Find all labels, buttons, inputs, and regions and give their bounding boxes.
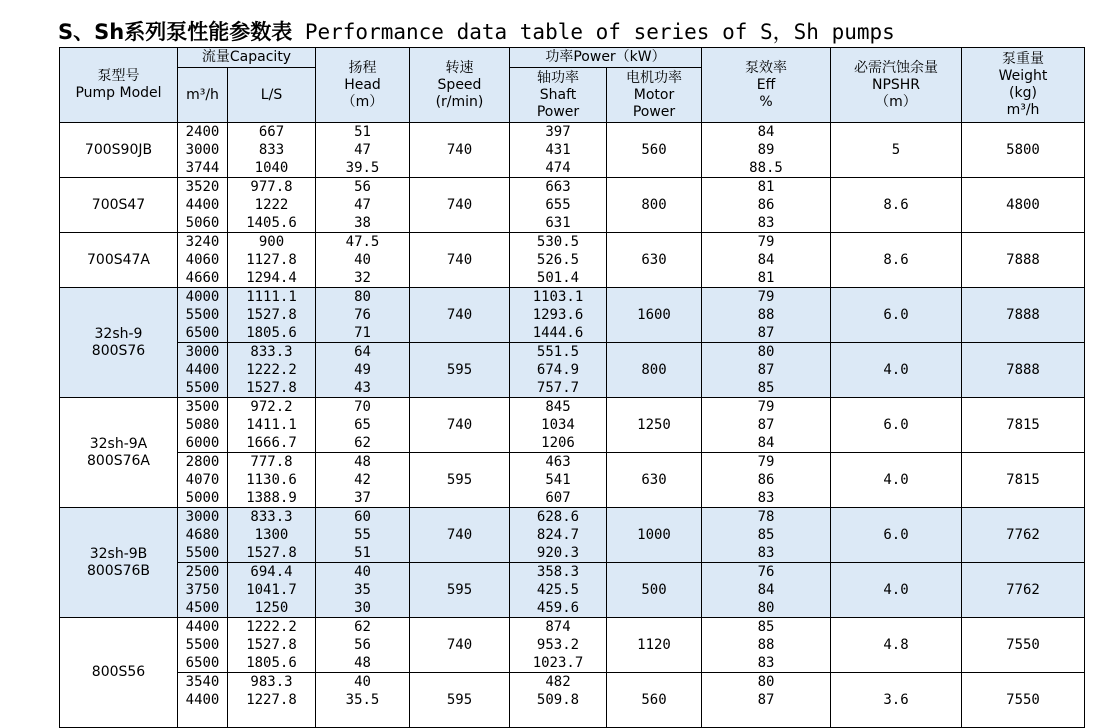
speed-cell: 595 [410, 563, 510, 618]
npshr-cell: 4.0 [831, 343, 962, 398]
flow-m3h-cell: 5500 [178, 379, 228, 398]
shaft-power-cell: 1034 [510, 416, 607, 434]
shaft-power-cell: 526.5 [510, 251, 607, 269]
shaft-power-cell: 541 [510, 471, 607, 489]
head-cell: 40 [316, 673, 410, 692]
speed-cell: 595 [410, 343, 510, 398]
flow-m3h-cell: 4060 [178, 251, 228, 269]
pump-model-cell [60, 618, 178, 728]
head-cell: 35.5 [316, 691, 410, 709]
efficiency-cell: 88 [702, 306, 831, 324]
weight-cell: 7762 [962, 563, 1085, 618]
efficiency-cell: 85 [702, 379, 831, 398]
head-cell: 62 [316, 618, 410, 637]
table-row [60, 288, 1085, 307]
head-cell: 55 [316, 526, 410, 544]
motor-power-cell: 1000 [607, 508, 702, 563]
pump-model-label: 32sh-9B [89, 545, 148, 562]
npshr-cell: 6.0 [831, 288, 962, 343]
head-cell: 71 [316, 324, 410, 343]
flow-m3h-cell: 4680 [178, 526, 228, 544]
flow-ls-cell: 1300 [228, 526, 316, 544]
efficiency-cell: 78 [702, 508, 831, 527]
shaft-power-cell: 757.7 [510, 379, 607, 398]
motor-power-cell: 500 [607, 563, 702, 618]
flow-m3h-cell: 4000 [178, 288, 228, 307]
pump-model-label: 800S76A [87, 452, 150, 469]
speed-cell: 595 [410, 453, 510, 508]
head-cell: 51 [316, 544, 410, 563]
pump-model-cell [60, 398, 178, 508]
header-ls: L/S [228, 68, 316, 123]
flow-m3h-cell: 3000 [178, 141, 228, 159]
motor-power-cell: 630 [607, 453, 702, 508]
header-model: 泵型号 Pump Model [60, 48, 178, 123]
flow-ls-cell: 1805.6 [228, 654, 316, 673]
pump-model-cell [60, 508, 178, 618]
efficiency-cell: 84 [702, 581, 831, 599]
shaft-power-cell: 874 [510, 618, 607, 637]
flow-m3h-cell: 5000 [178, 489, 228, 508]
flow-ls-cell: 1294.4 [228, 269, 316, 288]
flow-ls-cell: 1527.8 [228, 544, 316, 563]
shaft-power-cell: 509.8 [510, 691, 607, 709]
head-cell: 76 [316, 306, 410, 324]
shaft-power-cell: 431 [510, 141, 607, 159]
weight-cell: 7888 [962, 288, 1085, 343]
head-cell: 35 [316, 581, 410, 599]
flow-m3h-cell: 3744 [178, 159, 228, 178]
motor-power-cell: 1120 [607, 618, 702, 673]
flow-ls-cell: 1227.8 [228, 691, 316, 709]
flow-m3h-cell: 4070 [178, 471, 228, 489]
head-cell: 47 [316, 141, 410, 159]
title-cn: S、Sh系列泵性能参数表 [58, 20, 293, 44]
performance-table [59, 47, 1085, 728]
flow-ls-cell: 1127.8 [228, 251, 316, 269]
motor-power-cell: 1600 [607, 288, 702, 343]
flow-m3h-cell: 5500 [178, 544, 228, 563]
speed-cell: 740 [410, 178, 510, 233]
efficiency-cell: 87 [702, 691, 831, 709]
flow-ls-cell: 1111.1 [228, 288, 316, 307]
flow-ls-cell: 1527.8 [228, 636, 316, 654]
flow-m3h-cell: 6000 [178, 434, 228, 453]
head-cell: 30 [316, 599, 410, 618]
head-cell: 56 [316, 636, 410, 654]
shaft-power-cell: 1444.6 [510, 324, 607, 343]
npshr-cell: 8.6 [831, 233, 962, 288]
flow-ls-cell: 777.8 [228, 453, 316, 472]
motor-power-cell: 560 [607, 673, 702, 728]
efficiency-cell: 83 [702, 214, 831, 233]
head-cell: 70 [316, 398, 410, 417]
head-cell: 80 [316, 288, 410, 307]
npshr-cell: 4.8 [831, 618, 962, 673]
shaft-power-cell: 358.3 [510, 563, 607, 582]
efficiency-cell: 86 [702, 471, 831, 489]
motor-power-cell: 630 [607, 233, 702, 288]
flow-ls-cell: 1250 [228, 599, 316, 618]
npshr-cell: 5 [831, 123, 962, 178]
efficiency-cell: 79 [702, 233, 831, 252]
efficiency-cell: 88.5 [702, 159, 831, 178]
shaft-power-cell: 530.5 [510, 233, 607, 252]
shaft-power-cell: 953.2 [510, 636, 607, 654]
flow-ls-cell: 1405.6 [228, 214, 316, 233]
flow-m3h-cell: 3750 [178, 581, 228, 599]
header-shaft-power: 轴功率 Shaft Power [510, 68, 607, 123]
pump-model-cell [60, 233, 178, 288]
efficiency-cell: 83 [702, 544, 831, 563]
flow-m3h-cell: 3520 [178, 178, 228, 197]
weight-cell: 7762 [962, 508, 1085, 563]
efficiency-cell: 80 [702, 599, 831, 618]
flow-ls-cell: 1130.6 [228, 471, 316, 489]
pump-model-label: 700S47 [91, 196, 146, 213]
efficiency-cell: 86 [702, 196, 831, 214]
flow-ls-cell: 1805.6 [228, 324, 316, 343]
efficiency-cell: 80 [702, 673, 831, 692]
weight-cell: 7550 [962, 673, 1085, 728]
motor-power-cell: 1250 [607, 398, 702, 453]
flow-m3h-cell: 3000 [178, 508, 228, 527]
speed-cell: 740 [410, 233, 510, 288]
npshr-cell: 4.0 [831, 563, 962, 618]
shaft-power-cell: 845 [510, 398, 607, 417]
efficiency-cell: 83 [702, 489, 831, 508]
speed-cell: 595 [410, 673, 510, 728]
flow-ls-cell: 1222.2 [228, 618, 316, 637]
flow-ls-cell: 833.3 [228, 508, 316, 527]
efficiency-cell: 81 [702, 269, 831, 288]
efficiency-cell: 88 [702, 636, 831, 654]
header-weight: 泵重量 Weight (kg) m³/h [962, 48, 1085, 123]
flow-ls-cell: 1527.8 [228, 306, 316, 324]
flow-m3h-cell: 4660 [178, 269, 228, 288]
table-row [60, 178, 1085, 197]
flow-ls-cell: 1041.7 [228, 581, 316, 599]
speed-cell: 740 [410, 123, 510, 178]
table-row [60, 563, 1085, 582]
flow-m3h-cell: 4400 [178, 196, 228, 214]
weight-cell: 7815 [962, 398, 1085, 453]
shaft-power-cell: 824.7 [510, 526, 607, 544]
flow-ls-cell: 833 [228, 141, 316, 159]
table-row [60, 453, 1085, 472]
efficiency-cell: 76 [702, 563, 831, 582]
motor-power-cell: 800 [607, 178, 702, 233]
pump-model-label: 32sh-9 [94, 325, 143, 342]
efficiency-cell: 87 [702, 324, 831, 343]
speed-cell: 740 [410, 398, 510, 453]
npshr-cell: 6.0 [831, 398, 962, 453]
pump-model-cell [60, 288, 178, 398]
flow-m3h-cell: 2400 [178, 123, 228, 142]
head-cell: 32 [316, 269, 410, 288]
head-cell: 47 [316, 196, 410, 214]
header-power: 功率Power（kW） [510, 48, 702, 68]
head-cell: 48 [316, 654, 410, 673]
shaft-power-cell: 425.5 [510, 581, 607, 599]
pump-model-label: 800S76 [91, 342, 146, 359]
shaft-power-cell: 1206 [510, 434, 607, 453]
flow-m3h-cell: 6500 [178, 324, 228, 343]
npshr-cell: 3.6 [831, 673, 962, 728]
header-npshr: 必需汽蚀余量 NPSHR （m） [831, 48, 962, 123]
header-motor-power: 电机功率 Motor Power [607, 68, 702, 123]
head-cell: 62 [316, 434, 410, 453]
efficiency-cell: 84 [702, 123, 831, 142]
page-title [58, 16, 895, 46]
npshr-cell: 4.0 [831, 453, 962, 508]
pump-model-label: 700S47A [87, 251, 150, 268]
head-cell: 64 [316, 343, 410, 362]
shaft-power-cell: 482 [510, 673, 607, 692]
shaft-power-cell: 397 [510, 123, 607, 142]
pump-model-cell [60, 178, 178, 233]
head-cell [316, 709, 410, 728]
motor-power-cell: 560 [607, 123, 702, 178]
weight-cell: 7815 [962, 453, 1085, 508]
flow-m3h-cell: 5500 [178, 306, 228, 324]
flow-ls-cell: 1411.1 [228, 416, 316, 434]
pump-model-label: 700S90JB [84, 141, 153, 158]
table-header [60, 48, 1085, 123]
table-row [60, 508, 1085, 527]
shaft-power-cell: 674.9 [510, 361, 607, 379]
flow-m3h-cell: 5060 [178, 214, 228, 233]
flow-ls-cell: 667 [228, 123, 316, 142]
head-cell: 51 [316, 123, 410, 142]
flow-ls-cell [228, 709, 316, 728]
speed-cell: 740 [410, 508, 510, 563]
flow-ls-cell: 1527.8 [228, 379, 316, 398]
npshr-cell: 6.0 [831, 508, 962, 563]
head-cell: 39.5 [316, 159, 410, 178]
pump-model-label: 800S76B [86, 562, 151, 579]
weight-cell: 7888 [962, 343, 1085, 398]
flow-m3h-cell: 3000 [178, 343, 228, 362]
shaft-power-cell: 631 [510, 214, 607, 233]
shaft-power-cell: 1023.7 [510, 654, 607, 673]
flow-m3h-cell: 5500 [178, 636, 228, 654]
flow-ls-cell: 900 [228, 233, 316, 252]
shaft-power-cell: 474 [510, 159, 607, 178]
flow-m3h-cell: 4400 [178, 691, 228, 709]
flow-m3h-cell: 4500 [178, 599, 228, 618]
weight-cell: 7550 [962, 618, 1085, 673]
efficiency-cell: 79 [702, 453, 831, 472]
head-cell: 43 [316, 379, 410, 398]
flow-ls-cell: 1222.2 [228, 361, 316, 379]
flow-m3h-cell: 3500 [178, 398, 228, 417]
flow-m3h-cell: 3540 [178, 673, 228, 692]
pump-model-label: 32sh-9A [89, 435, 148, 452]
flow-m3h-cell [178, 709, 228, 728]
header-capacity: 流量Capacity [178, 48, 316, 68]
weight-cell: 4800 [962, 178, 1085, 233]
flow-ls-cell: 694.4 [228, 563, 316, 582]
pump-model-cell [60, 123, 178, 178]
efficiency-cell: 79 [702, 398, 831, 417]
flow-ls-cell: 1222 [228, 196, 316, 214]
table-row [60, 233, 1085, 252]
shaft-power-cell: 1103.1 [510, 288, 607, 307]
shaft-power-cell: 1293.6 [510, 306, 607, 324]
flow-m3h-cell: 3240 [178, 233, 228, 252]
speed-cell: 740 [410, 618, 510, 673]
head-cell: 60 [316, 508, 410, 527]
flow-ls-cell: 1666.7 [228, 434, 316, 453]
shaft-power-cell: 920.3 [510, 544, 607, 563]
efficiency-cell: 83 [702, 654, 831, 673]
table-row [60, 343, 1085, 362]
table-row [60, 618, 1085, 637]
head-cell: 40 [316, 251, 410, 269]
shaft-power-cell: 551.5 [510, 343, 607, 362]
shaft-power-cell: 501.4 [510, 269, 607, 288]
efficiency-cell: 80 [702, 343, 831, 362]
flow-m3h-cell: 5080 [178, 416, 228, 434]
flow-ls-cell: 1040 [228, 159, 316, 178]
npshr-cell: 8.6 [831, 178, 962, 233]
shaft-power-cell: 663 [510, 178, 607, 197]
header-m3h: m³/h [178, 68, 228, 123]
speed-cell: 740 [410, 288, 510, 343]
flow-m3h-cell: 4400 [178, 361, 228, 379]
shaft-power-cell: 459.6 [510, 599, 607, 618]
efficiency-cell: 85 [702, 526, 831, 544]
flow-ls-cell: 983.3 [228, 673, 316, 692]
motor-power-cell: 800 [607, 343, 702, 398]
efficiency-cell: 84 [702, 434, 831, 453]
flow-m3h-cell: 2500 [178, 563, 228, 582]
flow-m3h-cell: 4400 [178, 618, 228, 637]
flow-ls-cell: 972.2 [228, 398, 316, 417]
flow-ls-cell: 833.3 [228, 343, 316, 362]
efficiency-cell: 81 [702, 178, 831, 197]
shaft-power-cell: 607 [510, 489, 607, 508]
shaft-power-cell: 655 [510, 196, 607, 214]
flow-ls-cell: 977.8 [228, 178, 316, 197]
efficiency-cell: 87 [702, 416, 831, 434]
weight-cell: 5800 [962, 123, 1085, 178]
head-cell: 47.5 [316, 233, 410, 252]
table-body [60, 123, 1085, 728]
head-cell: 65 [316, 416, 410, 434]
header-eff: 泵效率 Eff % [702, 48, 831, 123]
table-row [60, 398, 1085, 417]
header-head: 扬程 Head （m） [316, 48, 410, 123]
table-row [60, 673, 1085, 692]
efficiency-cell: 89 [702, 141, 831, 159]
efficiency-cell: 84 [702, 251, 831, 269]
head-cell: 37 [316, 489, 410, 508]
shaft-power-cell [510, 709, 607, 728]
efficiency-cell: 79 [702, 288, 831, 307]
shaft-power-cell: 463 [510, 453, 607, 472]
head-cell: 40 [316, 563, 410, 582]
flow-ls-cell: 1388.9 [228, 489, 316, 508]
flow-m3h-cell: 2800 [178, 453, 228, 472]
efficiency-cell: 87 [702, 361, 831, 379]
head-cell: 49 [316, 361, 410, 379]
shaft-power-cell: 628.6 [510, 508, 607, 527]
efficiency-cell [702, 709, 831, 728]
header-speed: 转速 Speed (r/min) [410, 48, 510, 123]
head-cell: 42 [316, 471, 410, 489]
head-cell: 48 [316, 453, 410, 472]
head-cell: 38 [316, 214, 410, 233]
pump-model-label: 800S56 [91, 664, 146, 680]
head-cell: 56 [316, 178, 410, 197]
flow-m3h-cell: 6500 [178, 654, 228, 673]
table-row [60, 123, 1085, 142]
title-en: Performance data table of series of S，Sh pumps [304, 20, 895, 44]
efficiency-cell: 85 [702, 618, 831, 637]
weight-cell: 7888 [962, 233, 1085, 288]
